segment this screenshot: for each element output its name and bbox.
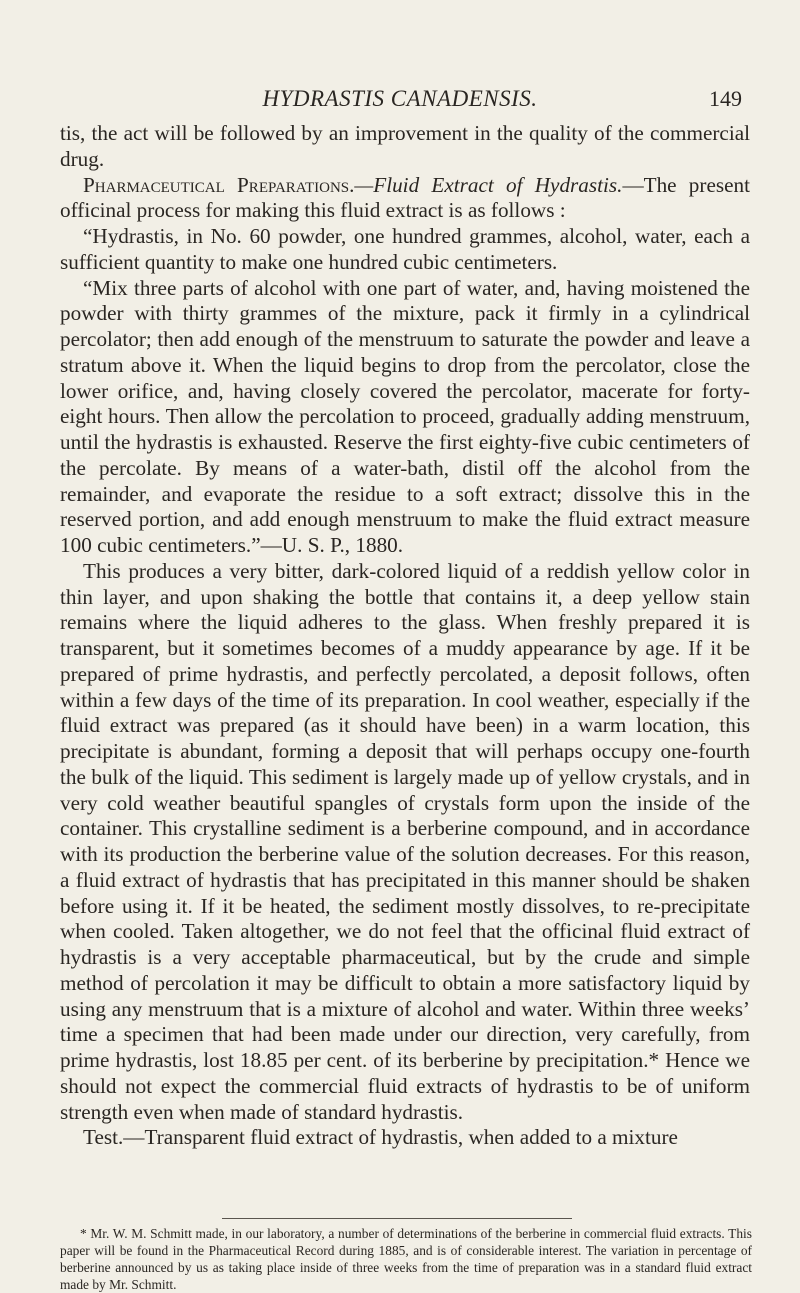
- section-paragraph: [60, 173, 750, 225]
- footnote: [60, 1225, 752, 1293]
- running-title: HYDRASTIS CANADENSIS.: [262, 86, 538, 111]
- page-number: 149: [709, 86, 742, 111]
- description-paragraph: This produces a very bitter, dark-colored liquid of a reddish yellow color in thin layer, and upon shaking the bottle that contains it, a deep yellow stain remains where the liquid adheres to the glass. When freshly prepared it is transparent, but it sometimes becomes of a muddy appearance by age. If it be prepared of prime hydrastis, and perfectly percolated, a deposit follows, often within a few days of the time of its preparation. In cool weather, especially if the fluid extract was prepared (as it should have been) in a warm location, this precipitate is abundant, forming a deposit that will perhaps occupy one-fourth the bulk of the liquid. This sediment is largely made up of yellow crystals, and in very cold weather beautiful spangles of crystals form upon the inside of the container. This crystalline sediment is a berberine compound, and in accordance with its production the berberine value of the solution decreases. For this reason, a fluid extract of hydrastis that has precipitated in this manner should be shaken before using it. If it be heated, the sediment mostly dissolves, to re-precipitate when cooled. Taken altogether, we do not feel that the officinal fluid extract of hydrastis is a very acceptable pharmaceutical, but by the crude and simple method of percolation it may be difficult to obtain a more satisfactory liquid by using any menstruum that is a mixture of alcohol and water. Within three weeks’ time a specimen that had been made under our direction, very carefully, from prime hydrastis, lost 18.85 per cent. of its berberine by precipitation.* Hence we should not expect the commercial fluid extracts of hydrastis to be of uniform strength even when made of standard hydrastis.: [60, 558, 750, 1124]
- continuation-paragraph: tis, the act will be followed by an improvement in the quality of the commercial drug.: [60, 121, 750, 171]
- test-paragraph: Test.—Transparent fluid extract of hydrastis, when added to a mixture: [83, 1125, 678, 1150]
- formula-paragraph-1: “Hydrastis, in No. 60 powder, one hundred grammes, alcohol, water, each a sufficient quantity to make one hundred cubic centimeters.: [60, 224, 750, 274]
- section-heading: Pharmaceutical Preparations.: [83, 172, 355, 197]
- section-subheading: —Fluid Extract of Hydrastis.: [354, 172, 623, 197]
- footnote-text: * Mr. W. M. Schmitt made, in our laboratory, a number of determinations of the berberine in commercial fluid extracts. This paper will be found in the Pharmaceutical Record during 1885, and is of considerable interest. The variation in percentage of berberine announced by us as taking place inside of three weeks from the time of preparation was in a standard fluid extract made by Mr. Schmitt.: [60, 1226, 752, 1292]
- body-text: [60, 121, 750, 1151]
- formula-paragraph-2: “Mix three parts of alcohol with one part of water, and, having moistened the powder with thirty grammes of the mixture, pack it firmly in a cylindrical percolator; then add enough of the menstruum to saturate the powder and leave a stratum above it. When the liquid begins to drop from the percolator, close the lower orifice, and, having closely covered the percolator, macerate for forty-eight hours. Then allow the percolation to proceed, gradually adding menstruum, until the hydrastis is exhausted. Reserve the first eighty-five cubic centimeters of the percolate. By means of a water-bath, distil off the alcohol from the remainder, and evaporate the residue to a soft extract; dissolve this in the reserved portion, and add enough menstruum to make the fluid extract measure 100 cubic centimeters.”—U. S. P., 1880.: [60, 275, 750, 557]
- section-intro: —The present officinal process for making this fluid extract is as follows :: [60, 172, 750, 223]
- footnote-divider: [222, 1218, 572, 1219]
